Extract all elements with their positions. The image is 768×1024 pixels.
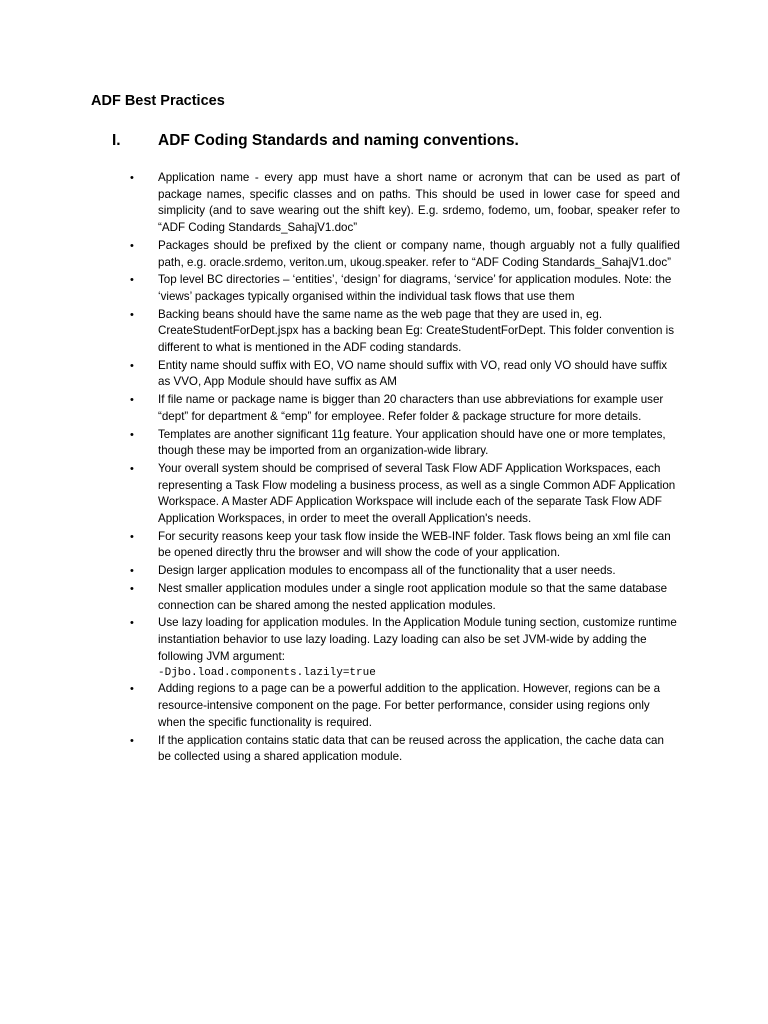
list-item-text: Nest smaller application modules under a single root application module so that the same database connection can be shared among the nested application modules. — [158, 581, 668, 612]
list-item-text: If the application contains static data that can be reused across the application, the cache data can be collected using a shared application module. — [158, 733, 664, 764]
list-item-text: For security reasons keep your task flow inside the WEB-INF folder. Task flows being an xml file can be opened directly thru the browser and will show the code of your application. — [158, 529, 671, 560]
list-item-text: Templates are another significant 11g feature. Your application should have one or more templates, though these may be imported from an organization-wide library. — [158, 427, 666, 458]
list-item — [130, 358, 680, 391]
list-item — [130, 563, 680, 580]
bullet-list — [130, 170, 680, 767]
list-item-text: Top level BC directories – ‘entities’, ‘design’ for diagrams, ‘service’ for application modules. Note: the ‘views’ packages typically organised within the individual task flows that use them — [158, 273, 672, 303]
list-item — [130, 681, 680, 731]
list-item — [130, 170, 680, 237]
list-item — [130, 392, 680, 425]
bullet-icon: • — [130, 582, 134, 595]
list-item — [130, 615, 680, 680]
bullet-icon: • — [130, 617, 134, 630]
bullet-icon: • — [130, 172, 134, 184]
list-item — [130, 307, 680, 357]
bullet-icon: • — [130, 274, 134, 287]
bullet-icon: • — [130, 239, 134, 252]
list-item-text: Your overall system should be comprised of several Task Flow ADF Application Workspaces, each representing a Task Flow modeling a business process, as well as a single Common ADF Application Workspace. A Master ADF Application Workspace will include each of the separate Task Flow ADF Application Workspaces, in order to meet the overall Application's needs. — [158, 461, 676, 526]
bullet-icon: • — [130, 394, 134, 407]
list-item-text: Adding regions to a page can be a powerful addition to the application. However, regions can be a resource-intensive component on the page. For better performance, consider using regions only when the specific functionality is required. — [158, 682, 661, 729]
list-item — [130, 427, 680, 460]
list-item — [130, 272, 680, 305]
bullet-icon: • — [130, 462, 134, 475]
list-item-text: If file name or package name is bigger than 20 characters than use abbreviations for example user “dept” for department & “emp” for employee. Refer folder & package structure for more details. — [158, 393, 664, 423]
list-item — [130, 238, 680, 271]
bullet-icon: • — [130, 359, 134, 372]
bullet-icon: • — [130, 734, 134, 747]
list-item-text: Packages should be prefixed by the client or company name, though arguably not a fully qualified path, e.g. oracle.srdemo, veriton.um, ukoug.speaker. refer to “ADF Coding Standards_SahajV1.doc” — [158, 238, 680, 269]
list-item — [130, 529, 680, 562]
bullet-icon: • — [130, 428, 134, 441]
list-item-text: Design larger application modules to encompass all of the functionality that a user needs. — [158, 564, 616, 578]
bullet-icon: • — [130, 308, 134, 321]
list-item-text: Entity name should suffix with EO, VO name should suffix with VO, read only VO should have suffix as VVO, App Module should have suffix as AM — [158, 358, 668, 389]
section-number: I. — [112, 132, 121, 149]
jvm-argument-code: -Djbo.load.components.lazily=true — [158, 667, 376, 680]
bullet-icon: • — [130, 530, 134, 543]
bullet-icon: • — [130, 565, 134, 578]
section-title: ADF Coding Standards and naming conventions. — [158, 132, 519, 149]
list-item — [130, 581, 680, 614]
list-item-text: Use lazy loading for application modules. In the Application Module tuning section, customize runtime instantiation behavior to use lazy loading. Lazy loading can also be set JVM-wide by adding the following JVM argument: — [158, 616, 677, 663]
list-item-text: Application name - every app must have a short name or acronym that can be used as part of package names, specific classes and on paths. This should be used in lower case for speed and simplicity (and to save wearing out the shift key). E.g. srdemo, fodemo, um, foobar, speaker refer to “ADF Coding Standards_SahajV1.doc” — [158, 171, 680, 235]
list-item — [130, 733, 680, 766]
list-item-text: Backing beans should have the same name as the web page that they are used in, eg. CreateStudentForDept.jspx has a backing bean Eg: CreateStudentForDept. This folder convention is different to what is mentioned in the ADF coding standards. — [158, 307, 675, 355]
list-item — [130, 461, 680, 528]
bullet-icon: • — [130, 683, 134, 696]
document-title: ADF Best Practices — [91, 93, 225, 109]
